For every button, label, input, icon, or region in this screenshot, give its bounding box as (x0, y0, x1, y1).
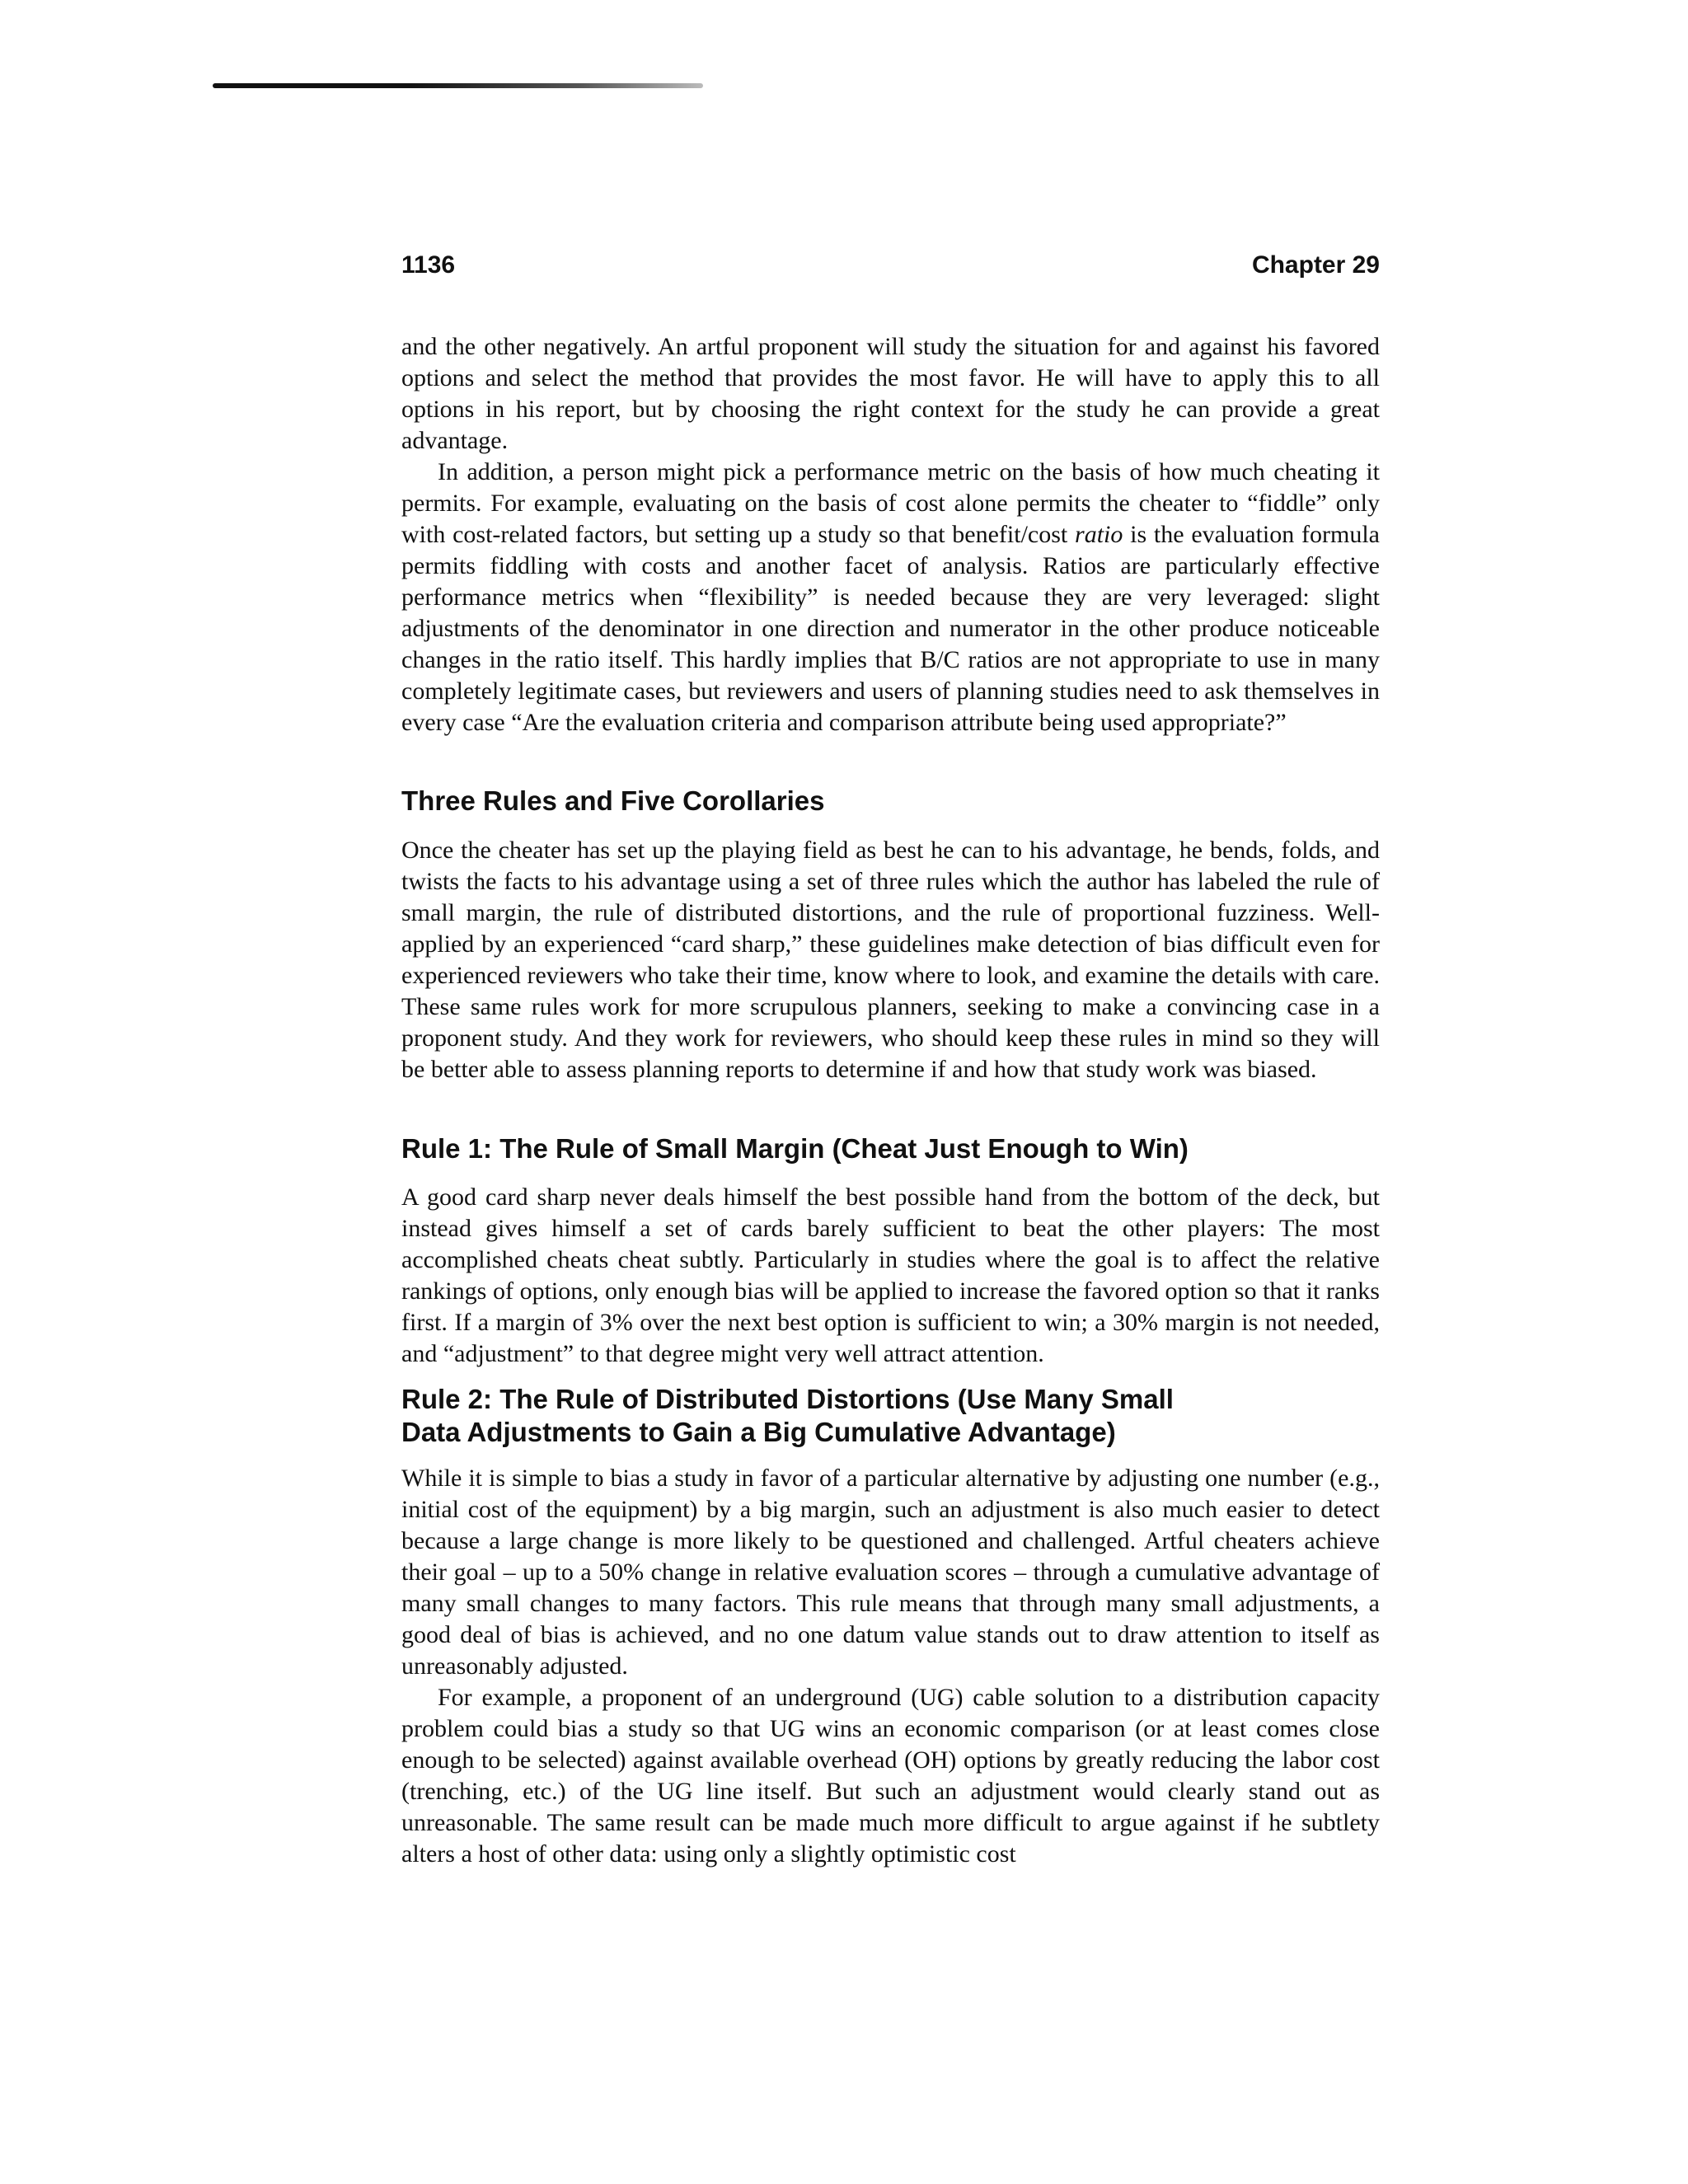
intro-text-block (401, 331, 1380, 738)
running-head (401, 251, 1380, 288)
paragraph-text-end: is the evaluation formula permits fiddling with costs and another facet of analysis. Ratios are particularly effective performance metrics when “flexibility” is needed because they are very leveraged: slight adjustments of the denominator in one direction and numerator in the other produce noticeable changes in the ratio itself. This hardly implies that B/C ratios are not appropriate to use in many completely legitimate cases, but reviewers and users of planning studies need to ask themselves in every case “Are the evaluation criteria and comparison attribute being used appropriate?” (401, 521, 1380, 736)
paragraph-rule-1: A good card sharp never deals himself the best possible hand from the bottom of the deck, but instead gives himself a set of cards barely sufficient to beat the other players: The most accomplished cheats cheat subtly. Particularly in studies where the goal is to affect the relative rankings of options, only enough bias will be applied to increase the favored option so that it ranks first. If a margin of 3% over the next best option is sufficient to win; a 30% margin is not needed, and “adjustment” to that degree might very well attract attention. (401, 1183, 1380, 1367)
paragraph-performance-metric (401, 457, 1380, 738)
heading-three-rules: Three Rules and Five Corollaries (401, 785, 825, 816)
three-rules-text-block (401, 835, 1380, 1085)
paragraph-ug-example: For example, a proponent of an underground (UG) cable solution to a distribution capacity problem could bias a study so that UG wins an economic comparison (or at least comes close enough to be selected) against available overhead (OH) options by greatly reducing the labor cost (trenching, etc.) of the UG line itself. But such an adjustment would clearly stand out as unreasonable. The same result can be made much more difficult to argue against if he subtlety alters a host of other data: using only a slightly optimistic cost (401, 1684, 1380, 1868)
rule-1-text-block (401, 1182, 1380, 1370)
italic-ratio: ratio (1075, 521, 1123, 548)
heading-rule-2-line-1: Rule 2: The Rule of Distributed Distortions (Use Many Small (401, 1384, 1174, 1414)
paragraph-continuation: and the other negatively. An artful proponent will study the situation for and against his favored options and select the method that provides the most favor. He will have to apply this to all options in his report, but by choosing the right context for the study he can provide a great advantage. (401, 333, 1380, 454)
paragraph-rule-2: While it is simple to bias a study in favor of a particular alternative by adjusting one number (e.g., initial cost of the equipment) by a big margin, such an adjustment is also much easier to detect because a large change is more likely to be questioned and challenged. Artful cheaters achieve their goal – up to a 50% change in relative evaluation scores – through a cumulative advantage of many small changes to many factors. This rule means that through many small adjustments, a good deal of bias is achieved, and no one datum value stands out to draw attention to itself as unreasonably adjusted. (401, 1465, 1380, 1680)
top-scan-rule (213, 83, 703, 88)
chapter-label: Chapter 29 (1251, 251, 1380, 279)
paragraph-three-rules: Once the cheater has set up the playing field as best he can to his advantage, he bends, folds, and twists the facts to his advantage using a set of three rules which the author has labeled the rule of small margin, the rule of distributed distortions, and the rule of proportional fuzziness. Well-applied by an experienced “card sharp,” these guidelines make detection of bias difficult even for experienced reviewers who take their time, know where to look, and examine the details with care. These same rules work for more scrupulous planners, seeking to make a convincing case in a proponent study. And they work for reviewers, who should keep these rules in mind so they will be better able to assess planning reports to determine if and how that study work was biased. (401, 837, 1380, 1083)
paragraph-text-start: In addition, a person might pick a performance metric on the basis of how much cheating it permits. For example, evaluating on the basis of cost alone permits the cheater to “fiddle” only with cost-related factors, but setting up a study so that benefit/cost (401, 458, 1380, 548)
heading-rule-2-line-2: Data Adjustments to Gain a Big Cumulative Advantage) (401, 1417, 1116, 1447)
heading-rule-1: Rule 1: The Rule of Small Margin (Cheat Just Enough to Win) (401, 1133, 1189, 1164)
rule-2-text-block (401, 1463, 1380, 1870)
heading-rule-2 (401, 1383, 1380, 1449)
page-number: 1136 (401, 251, 456, 279)
